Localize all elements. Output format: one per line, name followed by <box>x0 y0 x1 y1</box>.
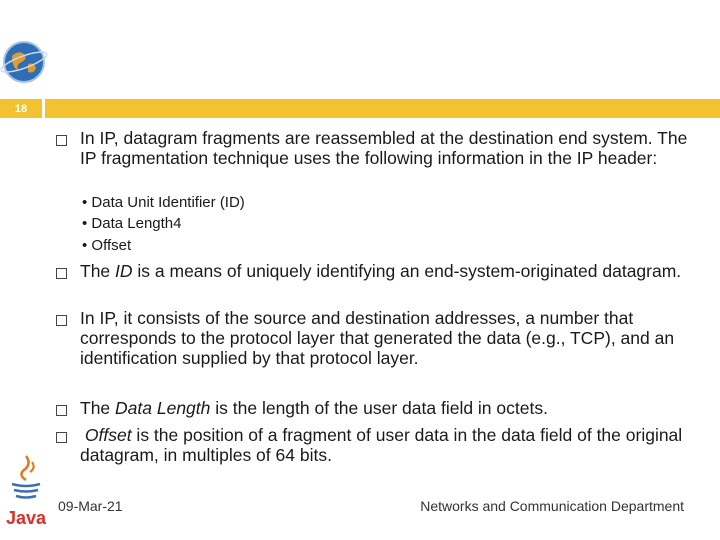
java-logo <box>4 452 48 528</box>
p2-post: is a means of uniquely identifying an end-system-originated datagram. <box>132 261 682 281</box>
globe-logo <box>0 38 48 86</box>
p4-emphasis: Data Length <box>115 398 211 418</box>
p5-emphasis: Offset <box>84 425 132 445</box>
bullet-box-icon <box>56 268 67 279</box>
p4-pre: The <box>80 398 116 418</box>
paragraph-offset <box>80 425 690 465</box>
sub-item-offset: • Offset <box>82 237 132 254</box>
sub-item-id: • Data Unit Identifier (ID) <box>82 194 245 211</box>
bullet-box-icon <box>56 135 67 146</box>
slide-number: 18 <box>0 99 42 118</box>
p2-emphasis: ID <box>115 261 133 281</box>
paragraph-id-composition: In IP, it consists of the source and destination addresses, a number that corresponds to the protocol layer that generated the data (e.g., TCP), and an identification supplied by that protocol layer. <box>80 308 675 368</box>
paragraph-ip-reassembly: In IP, datagram fragments are reassembled at the destination end system. The IP fragmentation technique uses the following information in the IP header: <box>80 128 688 168</box>
java-logo-text: Java <box>5 508 47 528</box>
p5-post: is the position of a fragment of user data in the data field of the original datagram, in multiples of 64 bits. <box>80 425 683 465</box>
bullet-box-icon <box>56 315 67 326</box>
bullet-box-icon <box>56 432 67 443</box>
footer-department: Networks and Communication Department <box>420 498 684 514</box>
paragraph-data-length <box>80 398 690 418</box>
sub-item-length: • Data Length4 <box>82 215 182 232</box>
p2-pre: The <box>80 261 116 281</box>
p4-post: is the length of the user data field in octets. <box>210 398 548 418</box>
header-bar <box>45 99 720 118</box>
footer-date: 09-Mar-21 <box>58 498 123 514</box>
paragraph-id <box>80 261 690 281</box>
bullet-box-icon <box>56 405 67 416</box>
